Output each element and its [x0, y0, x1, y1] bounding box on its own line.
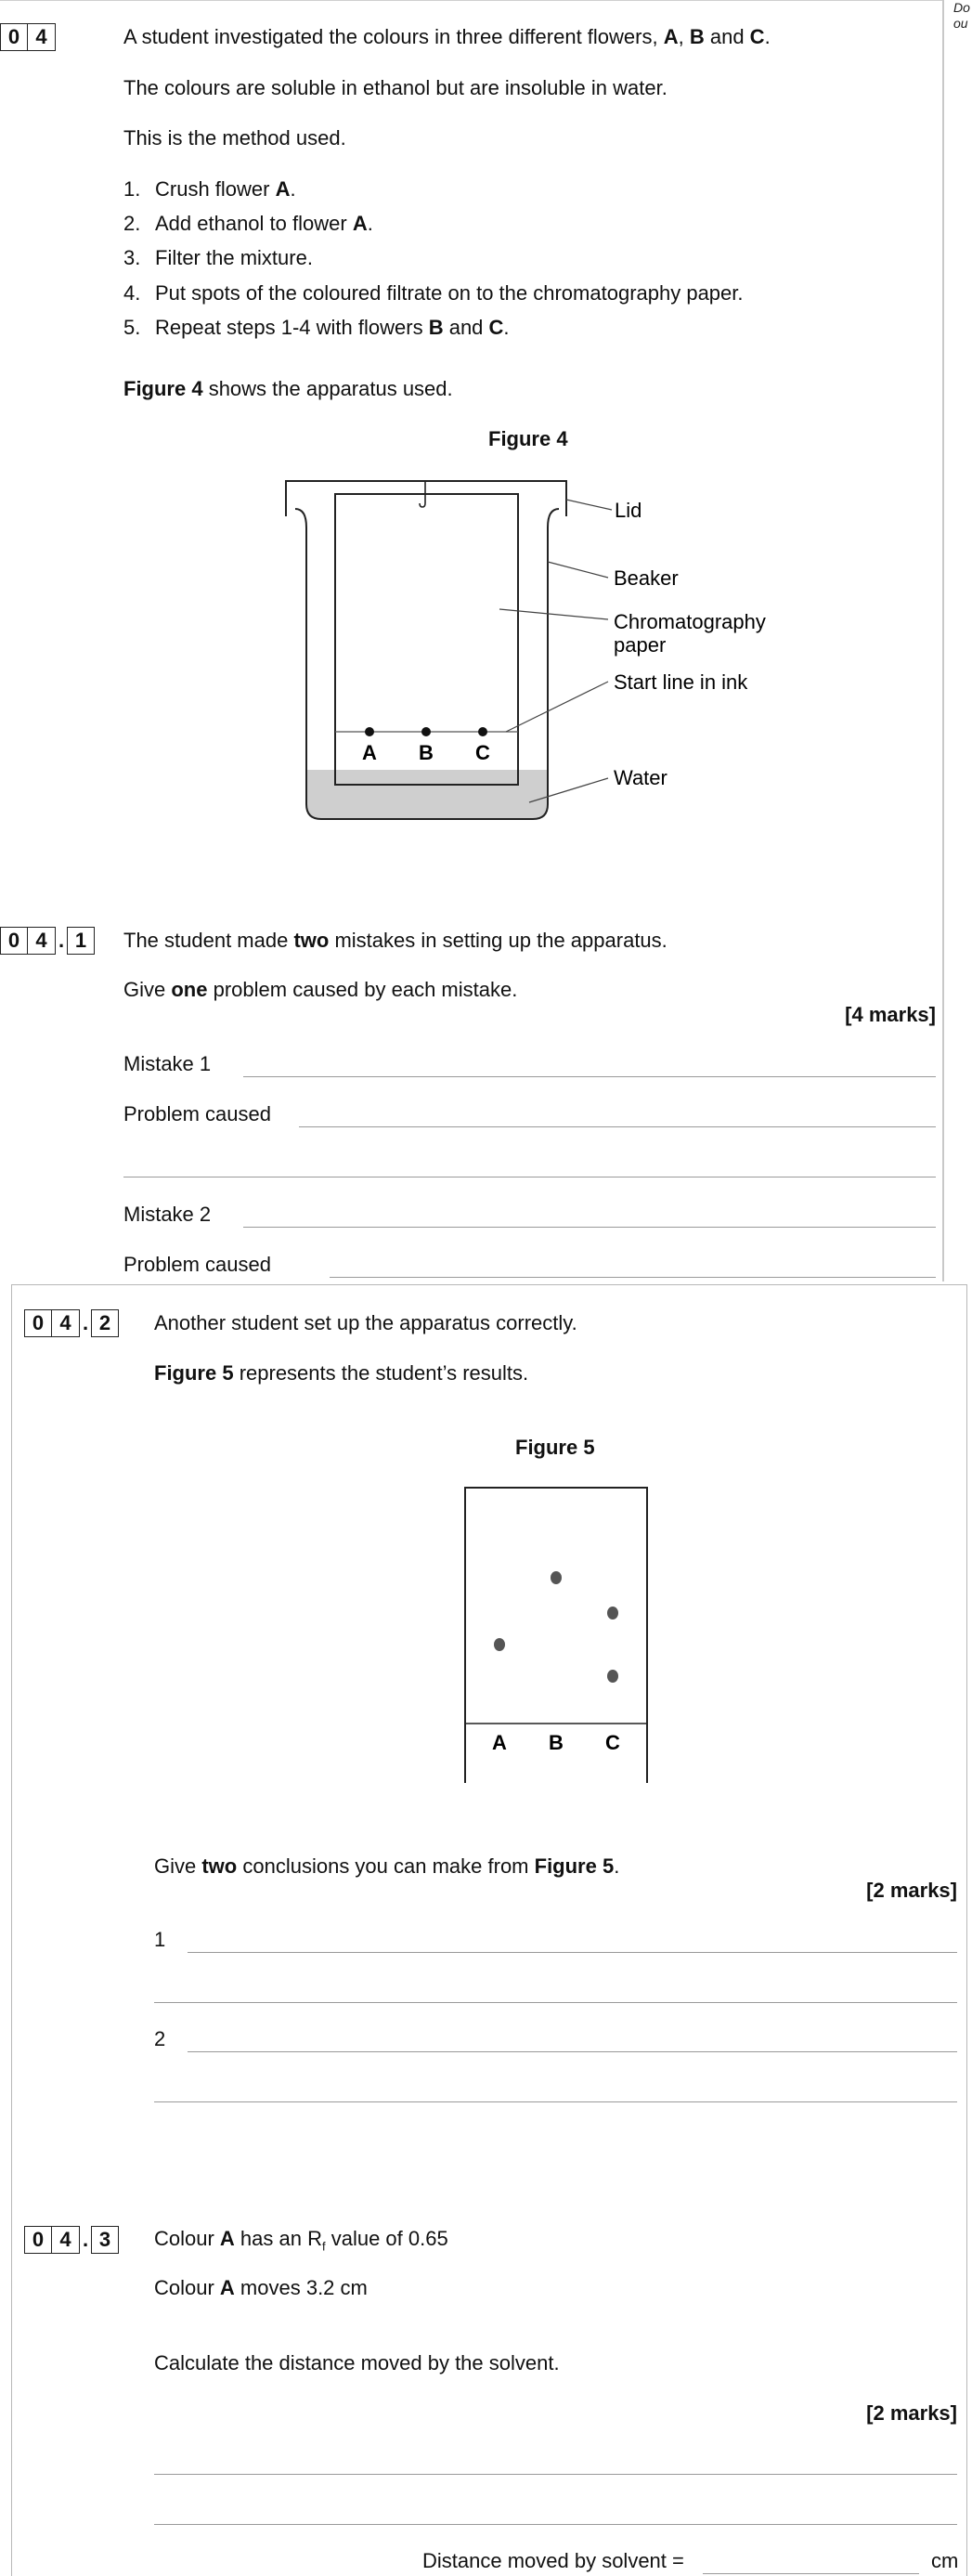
question-number-04-2 — [24, 1309, 119, 1337]
mistake-1-answer-line[interactable] — [243, 1076, 936, 1077]
question-digit: 3 — [91, 2226, 119, 2254]
method-step: 5. Repeat steps 1-4 with flowers B and C. — [123, 316, 510, 339]
q042-stem: Another student set up the apparatus correctly. — [154, 1311, 577, 1334]
figure5-diagram — [0, 1467, 942, 1783]
q041-instruction: Give one problem caused by each mistake. — [123, 978, 518, 1001]
spot-label-b: B — [419, 741, 434, 764]
spot-c — [478, 727, 487, 736]
question-digit: 4 — [52, 1309, 80, 1337]
figure5-lane-c: C — [605, 1731, 620, 1754]
problem-2-answer-line[interactable] — [330, 1277, 936, 1278]
label-start-line: Start line in ink — [614, 670, 748, 694]
figure5-spot-c-upper — [607, 1607, 618, 1620]
mistake-1-label: Mistake 1 — [123, 1052, 212, 1075]
label-beaker: Beaker — [614, 566, 679, 590]
question-digit: 1 — [67, 927, 95, 955]
question-number-04-3 — [24, 2226, 119, 2254]
figure4-diagram — [0, 0, 942, 836]
label-lid: Lid — [615, 499, 642, 522]
q04-intro: A student investigated the colours in three different flowers, A, B and C. — [123, 25, 771, 48]
leader-start-line — [506, 682, 608, 732]
conclusion-1-answer-line-2[interactable] — [154, 2002, 957, 2003]
q041-stem: The student made two mistakes in setting up the apparatus. — [123, 929, 667, 952]
leader-lid — [566, 500, 612, 510]
leader-paper — [499, 609, 608, 619]
label-paper-line2: paper — [614, 633, 667, 657]
margin-rule — [942, 0, 944, 1281]
mistake-2-answer-line[interactable] — [243, 1227, 936, 1228]
q043-distance: Colour A moves 3.2 cm — [154, 2276, 368, 2299]
q042-marks: [2 marks] — [866, 1879, 957, 1902]
spot-label-c: C — [475, 741, 490, 764]
conclusion-2-answer-line[interactable] — [188, 2051, 957, 2052]
figure5-spot-a — [494, 1638, 505, 1651]
method-step: 2. Add ethanol to flower A. — [123, 212, 373, 235]
question-dot: . — [82, 1311, 89, 1334]
figure5-lane-a: A — [492, 1731, 507, 1754]
answer-unit: cm — [931, 2549, 959, 2572]
spot-b — [421, 727, 431, 736]
answer-line[interactable] — [703, 2573, 919, 2574]
conclusion-1-answer-line[interactable] — [188, 1952, 957, 1953]
question-digit: 4 — [28, 23, 56, 51]
lid — [286, 481, 566, 516]
question-digit: 4 — [28, 927, 56, 955]
margin-note-line: ou — [953, 16, 968, 31]
conclusion-2-number: 2 — [154, 2027, 166, 2050]
mistake-2-label: Mistake 2 — [123, 1203, 212, 1226]
leader-beaker — [548, 562, 608, 578]
figure5-spot-c-lower — [607, 1670, 618, 1683]
figure5-lane-b: B — [549, 1731, 564, 1754]
spot-a — [365, 727, 374, 736]
conclusion-1-number: 1 — [154, 1928, 166, 1951]
question-digit: 2 — [91, 1309, 119, 1337]
spot-label-a: A — [362, 741, 377, 764]
working-line-2[interactable] — [154, 2524, 957, 2525]
question-dot: . — [58, 929, 65, 952]
question-digit: 0 — [0, 23, 28, 51]
question-digit: 0 — [0, 927, 28, 955]
q04-method-intro: This is the method used. — [123, 126, 346, 150]
working-line-1[interactable] — [154, 2474, 957, 2475]
question-digit: 0 — [24, 2226, 52, 2254]
water-fill — [306, 770, 548, 819]
q042-instruction: Give two conclusions you can make from Figure 5. — [154, 1854, 620, 1878]
question-number-04-1 — [0, 927, 95, 955]
q043-rf-value: Colour A has an $R_f$ value of 0.65 — [154, 2227, 448, 2254]
figure5-reference: Figure 5 represents the student’s results. — [154, 1361, 529, 1385]
label-paper-line1: Chromatography — [614, 610, 766, 633]
q043-marks: [2 marks] — [866, 2401, 957, 2425]
question-digit: 0 — [24, 1309, 52, 1337]
figure4-reference: Figure 4 shows the apparatus used. — [123, 377, 453, 400]
margin-note-line: Do — [953, 0, 970, 15]
problem-1-answer-line[interactable] — [299, 1126, 936, 1127]
margin-note — [953, 0, 970, 32]
q043-instruction: Calculate the distance moved by the solvent. — [154, 2351, 560, 2374]
method-step: 3. Filter the mixture. — [123, 246, 313, 269]
label-water: Water — [614, 766, 667, 789]
question-dot: . — [82, 2228, 89, 2251]
method-step: 1. Crush flower A. — [123, 177, 296, 201]
figure4-title: Figure 4 — [488, 427, 568, 450]
question-digit: 4 — [52, 2226, 80, 2254]
figure5-spot-b — [551, 1571, 562, 1584]
answer-label: Distance moved by solvent = — [422, 2549, 684, 2572]
problem-2-label: Problem caused — [123, 1253, 271, 1276]
q04-solubility: The colours are soluble in ethanol but are insoluble in water. — [123, 76, 667, 99]
conclusion-2-answer-line-2[interactable] — [154, 2101, 957, 2102]
method-step: 4. Put spots of the coloured filtrate on to the chromatography paper. — [123, 281, 744, 305]
figure5-title: Figure 5 — [515, 1436, 595, 1459]
q041-marks: [4 marks] — [845, 1003, 936, 1026]
problem-1-label: Problem caused — [123, 1102, 271, 1125]
